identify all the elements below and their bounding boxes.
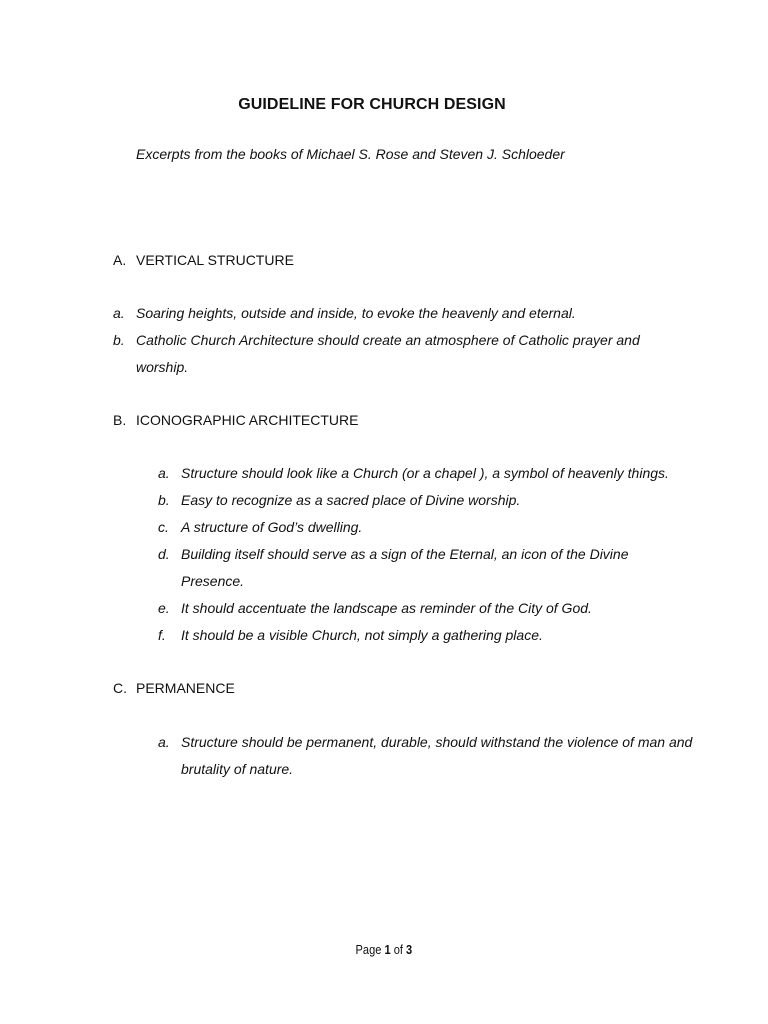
list-item-marker: a. xyxy=(158,734,170,750)
document-subtitle: Excerpts from the books of Michael S. Rose and Steven J. Schloeder xyxy=(136,146,565,162)
list-item xyxy=(113,300,703,327)
page-label: Page xyxy=(355,942,382,957)
section-marker: A. xyxy=(113,252,127,268)
list-item xyxy=(158,541,678,595)
list-item-marker: b. xyxy=(158,492,170,508)
list-item xyxy=(158,622,718,649)
section-marker: B. xyxy=(113,412,127,428)
list-item xyxy=(158,514,718,541)
section-heading-text: PERMANENCE xyxy=(136,680,235,696)
list-item xyxy=(113,327,688,381)
list-item-marker: a. xyxy=(158,465,170,481)
list-item-marker: d. xyxy=(158,546,170,562)
total-pages-number: 3 xyxy=(405,942,413,957)
list-item-marker: c. xyxy=(158,519,169,535)
current-page-number: 1 xyxy=(384,942,391,957)
list-item-text: Structure should look like a Church (or a chapel ), a symbol of heavenly things. xyxy=(181,465,669,481)
section-heading-text: VERTICAL STRUCTURE xyxy=(136,252,294,268)
section-marker: C. xyxy=(113,680,127,696)
list-item xyxy=(158,460,718,487)
list-item-text: Easy to recognize as a sacred place of Divine worship. xyxy=(181,492,521,508)
list-item-text: Catholic Church Architecture should create an atmosphere of Catholic prayer and worship. xyxy=(136,332,640,375)
list-item-marker: f. xyxy=(158,627,166,643)
list-item-text: Building itself should serve as a sign of the Eternal, an icon of the Divine Presence. xyxy=(181,546,629,589)
list-item-text: It should be a visible Church, not simply a gathering place. xyxy=(181,627,543,643)
list-item-marker: e. xyxy=(158,600,170,616)
section-heading-a xyxy=(113,252,294,268)
list-item-text: Soaring heights, outside and inside, to evoke the heavenly and eternal. xyxy=(136,305,576,321)
list-item xyxy=(158,729,713,783)
of-label: of xyxy=(393,942,403,957)
section-heading-text: ICONOGRAPHIC ARCHITECTURE xyxy=(136,412,359,428)
list-item-marker: b. xyxy=(113,332,125,348)
document-title: GUIDELINE FOR CHURCH DESIGN xyxy=(238,96,506,113)
list-item-text: It should accentuate the landscape as reminder of the City of God. xyxy=(181,600,592,616)
list-item-text: Structure should be permanent, durable, should withstand the violence of man and brutality of nature. xyxy=(181,734,693,777)
section-heading-c xyxy=(113,680,235,696)
list-item xyxy=(158,595,718,622)
list-item xyxy=(158,487,718,514)
section-heading-b xyxy=(113,412,358,428)
page-footer xyxy=(57,942,710,957)
list-item-marker: a. xyxy=(113,305,125,321)
list-item-text: A structure of God’s dwelling. xyxy=(181,519,363,535)
